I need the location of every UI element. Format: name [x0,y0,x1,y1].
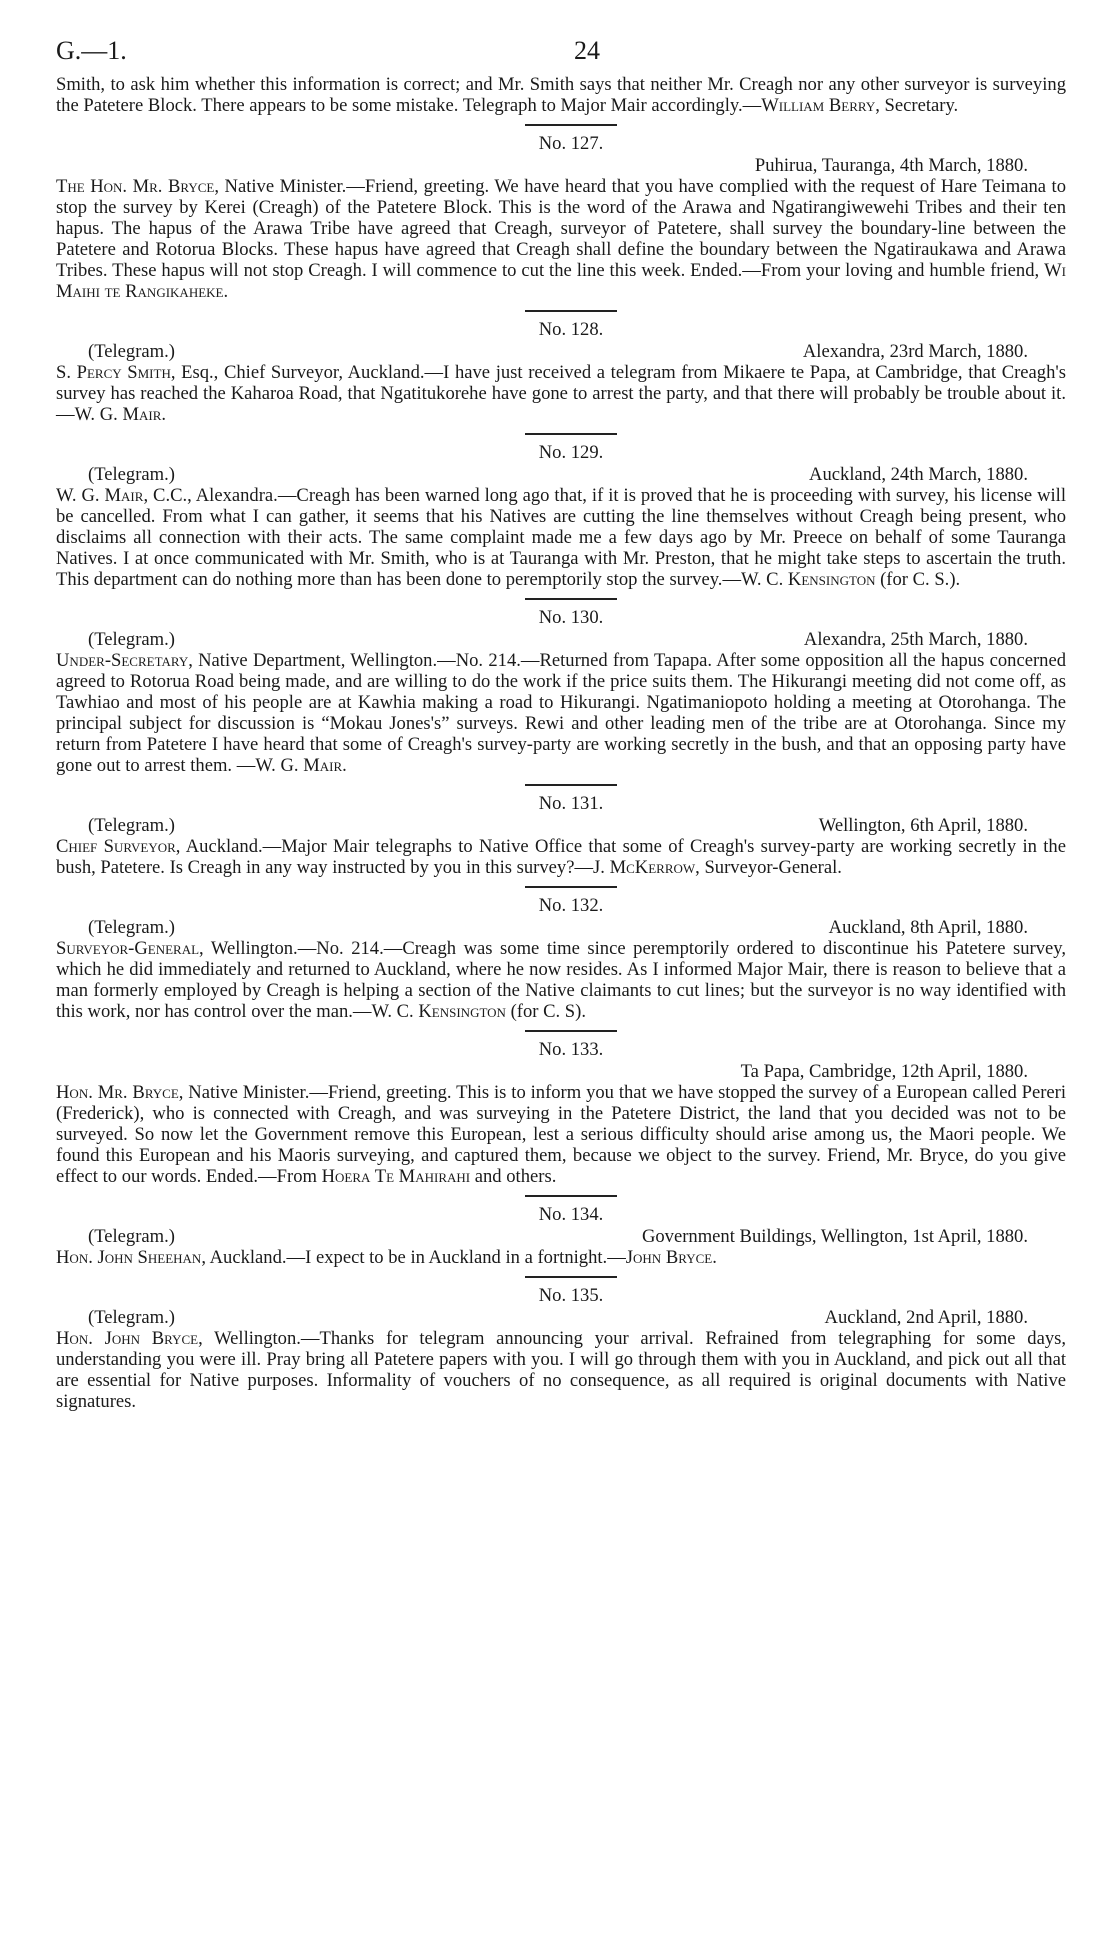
place-date: Ta Papa, Cambridge, 12th April, 1880. [740,1061,1028,1082]
entry-header-line [56,464,1066,485]
separator-rule [525,598,617,600]
entry-body [56,938,1066,1022]
separator-rule [525,1195,617,1197]
entry-number: No. 129. [538,442,604,463]
entry-number: No. 127. [538,133,604,154]
addressee: Hon. John Sheehan [56,1247,202,1268]
entry-number: No. 135. [538,1285,604,1306]
place-date: Alexandra, 25th March, 1880. [803,629,1028,650]
signature: W. G. Mair [74,404,162,425]
letter-entry [56,433,1066,590]
page-number: 24 [574,36,600,65]
telegram-label: (Telegram.) [88,1226,175,1247]
letter-entry [56,784,1066,878]
body-text: , Wellington.—No. 214.—Creagh was some time since peremptorily ordered to discontinue his Patetere survey, which he did immediately and returned to Auckland, where he now resides. As I informed Major Mair, there is reason to believe that a man formerly employed by Creagh is helping a section of the Native claimants to cut lines; but the surveyor is no way identified with this work, nor has control over the man.—W. C. [56,938,1066,1022]
entry-number: No. 130. [538,607,604,628]
entry-number: No. 133. [538,1039,604,1060]
body-text: , Auckland.—I expect to be in Auckland in a fortnight.— [201,1247,626,1268]
page-header [56,36,1066,74]
signature-tail: . [223,281,229,302]
body-text: , Wellington.—Thanks for telegram announcing your arrival. Refrained from telegraphing for some days, understanding you were ill. Pray bring all Patetere papers with you. I will go through them with you in Auckland, and pick out all that are essential for Native purposes. Informality of vouchers of no consequence, as all required is original documents with Native signatures. [56,1328,1066,1412]
intro-paragraph: Smith, to ask him whether this information is correct; and Mr. Smith says that neither Mr. Creagh nor any other surveyor is surveying the Patetere Block. There appears to be some mistake. Telegraph to Major Mair accordingly.—William Berry, Secretary. [56,74,1066,116]
body-text: , Native Minister.—Friend, greeting. This is to inform you that we have stopped the survey of a European called Pereri (Frederick), who is connected with Creagh, and was surveying in the Patetere District, the land that you decided was not to be surveyed. So now let the Government remove this European, lest a serious difficulty should arise among us, the Maori people. We found this European and his Maoris surveying, and captured them, because we object to the survey. Friend, Mr. Bryce, do you give effect to our words. Ended.—From [56,1082,1066,1187]
entry-number: No. 132. [538,895,604,916]
entry-body [56,1082,1066,1187]
telegram-label: (Telegram.) [88,1307,175,1328]
telegram-label: (Telegram.) [88,815,175,836]
entry-body [56,1247,1066,1268]
entry-header-line [56,341,1066,362]
addressee: Hon. John Bryce [56,1328,199,1349]
letter-entry [56,1195,1066,1268]
entry-number: No. 131. [538,793,604,814]
signature-tail: , Surveyor-General. [695,857,842,878]
signature: Hoera Te Mahirahi [321,1166,471,1187]
series-label: G.—1. [56,36,127,65]
body-text: , Auckland.—Major Mair telegraphs to Native Office that some of Creagh's survey-party are working secretly in the bush, Patetere. Is Creagh in any way instructed by you in this survey?—J. [56,836,1066,878]
entry-body [56,362,1066,425]
entry-body [56,1328,1066,1412]
entry-body [56,176,1066,302]
signature: John Bryce [625,1247,713,1268]
separator-rule [525,1030,617,1032]
signature: W. G. Mair [255,755,343,776]
letter-entry [56,124,1066,302]
place-date: Alexandra, 23rd March, 1880. [802,341,1028,362]
separator-rule [525,310,617,312]
entry-header-line [56,1226,1066,1247]
telegram-label: (Telegram.) [88,629,175,650]
body-text: , C.C., Alexandra.—Creagh has been warned long ago that, if it is proved that he is proceeding with survey, his license will be cancelled. From what I can gather, it seems that his Natives are cutting the line themselves without Creagh being present, who disclaims all connection with their acts. The same complaint made me a few days ago by Mr. Preece on behalf of some Tauranga Natives. I at once communicated with Mr. Smith, who is at Tauranga with Mr. Preston, that he might take steps to ascertain the truth. This department can do nothing more than has been done to peremptorily stop the survey.—W. C. [56,485,1066,590]
entry-number: No. 128. [538,319,604,340]
separator-rule [525,1276,617,1278]
signature-tail: . [342,755,347,776]
place-date: Auckland, 8th April, 1880. [828,917,1028,938]
entry-header-line [56,629,1066,650]
signature: Kensington [418,1001,506,1022]
entry-header-line [56,155,1066,176]
signature: Wi Maihi te Rangikaheke [56,260,1066,302]
place-date: Auckland, 2nd April, 1880. [824,1307,1028,1328]
addressee: The Hon. Mr. Bryce [56,176,215,197]
entry-header-line [56,1307,1066,1328]
letter-entry [56,1276,1066,1412]
body-text: , Native Department, Wellington.—No. 214.—Returned from Tapapa. After some opposition all the hapus concerned agreed to Rotorua Road being made, and are willing to do the work if the price suits them. The Hikurangi meeting did not come off, as Tawhiao and most of his people are at Kawhia making a road to Hikurangi. Ngatimaniopoto holding a meeting at Otorohanga. The principal subject for discussion is “Mokau Jones's” surveys. Rewi and other leading men of the tribe are at Otorohanga. Since my return from Patetere I have heard that some of Creagh's survey-party are working secretly in the bush, and that an opposing party have gone out to arrest them. — [56,650,1066,776]
telegram-label: (Telegram.) [88,464,175,485]
addressee: Hon. Mr. Bryce [56,1082,179,1103]
entry-body [56,650,1066,776]
entry-body [56,836,1066,878]
addressee: W. G. Mair [56,485,144,506]
body-text: , Native Minister.—Friend, greeting. We have heard that you have complied with the request of Hare Teimana to stop the survey by Kerei (Creagh) of the Patetere Block. This is the word of the Arawa and Ngatirangiwewehi Tribes and their ten hapus. The hapus of the Arawa Tribe have agreed that Creagh, surveyor of Patetere, shall survey the boundary-line between the Patetere and Rotorua Blocks. These hapus have agreed that Creagh shall define the boundary between the Ngatiraukawa and Arawa Tribes. These hapus will not stop Creagh. I will commence to cut the line this week. Ended.—From your loving and humble friend, [56,176,1066,281]
entries-list [56,124,1066,1412]
signature-tail: (for C. S.). [875,569,961,590]
entry-body [56,485,1066,590]
place-date: Auckland, 24th March, 1880. [809,464,1028,485]
document-page [56,36,1066,1412]
separator-rule [525,784,617,786]
separator-rule [525,124,617,126]
telegram-label: (Telegram.) [88,917,175,938]
place-date: Government Buildings, Wellington, 1st April, 1880. [641,1226,1028,1247]
body-text: , Esq., Chief Surveyor, Auckland.—I have just received a telegram from Mikaere te Papa, at Cambridge, that Creagh's survey has reached the Kaharoa Road, that Ngatitukorehe have gone to arrest the party, and that there will probably be trouble about it.— [56,362,1066,425]
addressee: Under-Secretary [56,650,189,671]
signature-tail: and others. [470,1166,557,1187]
entry-header-line [56,1061,1066,1082]
entry-header-line [56,815,1066,836]
signature-tail: . [161,404,167,425]
letter-entry [56,1030,1066,1187]
signature-tail: . [712,1247,717,1268]
letter-entry [56,598,1066,776]
separator-rule [525,433,617,435]
signature: McKerrow [609,857,696,878]
entry-number: No. 134. [538,1204,604,1225]
signature: Kensington [787,569,876,590]
letter-entry [56,310,1066,425]
letter-entry [56,886,1066,1022]
signature-tail: (for C. S). [505,1001,586,1022]
signature: William Berry [761,95,876,116]
separator-rule [525,886,617,888]
place-date: Puhirua, Tauranga, 4th March, 1880. [754,155,1028,176]
addressee: Chief Surveyor [56,836,176,857]
addressee: S. Percy Smith [56,362,171,383]
addressee: Surveyor-General [56,938,200,959]
entry-header-line [56,917,1066,938]
telegram-label: (Telegram.) [88,341,175,362]
place-date: Wellington, 6th April, 1880. [818,815,1028,836]
